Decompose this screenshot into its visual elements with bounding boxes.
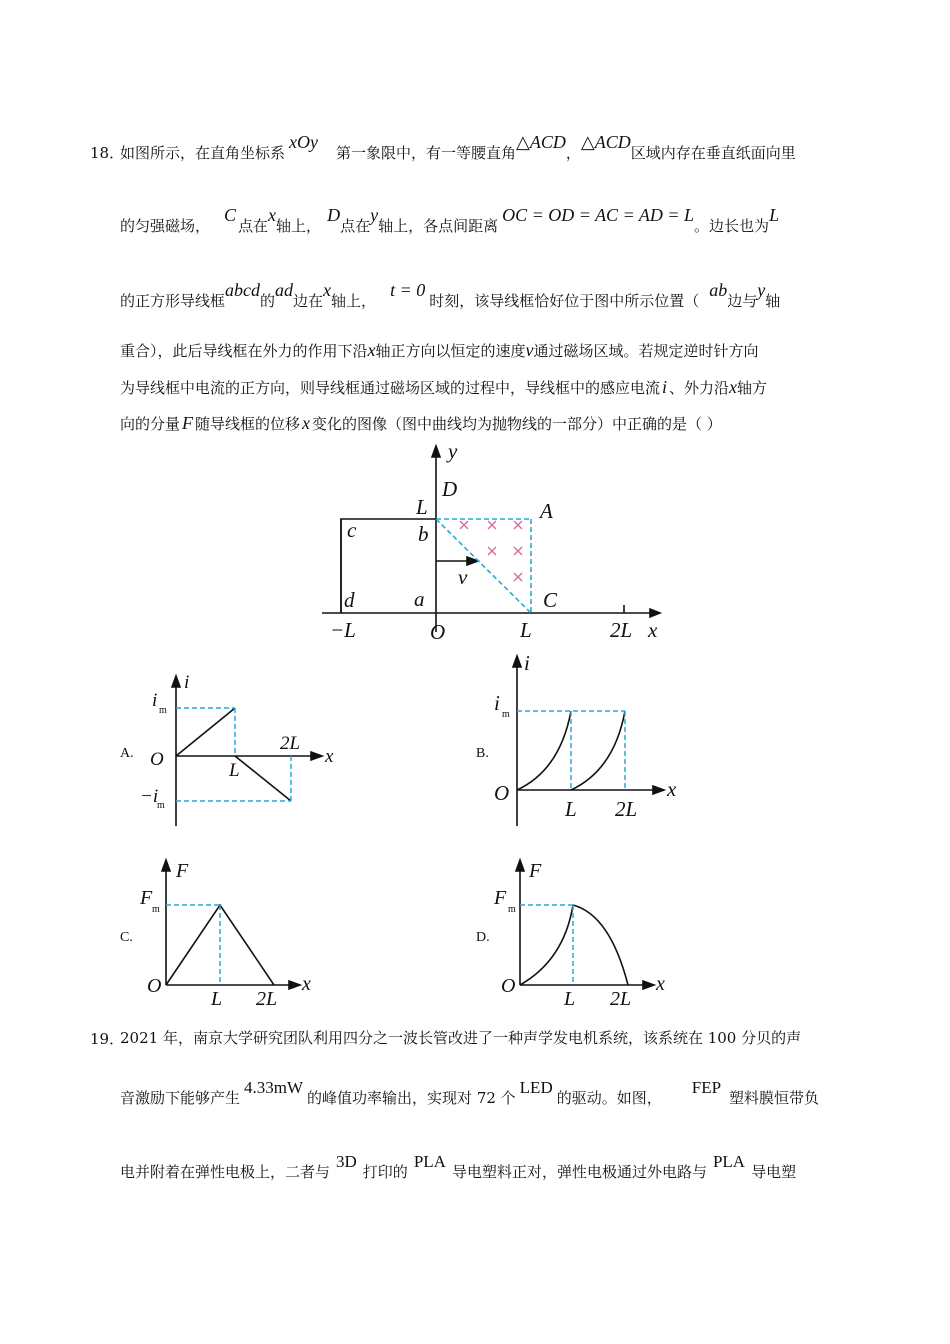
option-A-label[interactable]: A. xyxy=(120,746,134,761)
q18-line-6: 向的分量 F 随导线框的位移 x 变化的图像（图中曲线均为抛物线的一部分）中正确的是（ ） xyxy=(120,413,722,433)
svg-text:x: x xyxy=(656,973,665,995)
svg-text:m: m xyxy=(502,709,510,720)
option-B-label[interactable]: B. xyxy=(476,746,489,761)
label-L: L xyxy=(520,618,532,642)
label-neg-L: −L xyxy=(330,618,356,642)
label-v: v xyxy=(458,565,468,589)
svg-text:m: m xyxy=(159,705,167,716)
y-axis-arrow xyxy=(432,446,440,457)
q18-line-4: 重合），此后导线框在外力的作用下沿x轴正方向以恒定的速度v通过磁场区域。若规定逆时针方向 xyxy=(120,340,759,360)
x-axis-arrow xyxy=(650,609,660,617)
svg-text:2L: 2L xyxy=(280,733,301,754)
label-c: c xyxy=(347,518,357,542)
svg-text:2L: 2L xyxy=(615,797,638,821)
q19-line-3: 电并附着在弹性电极上，二者与3D打印的PLA导电塑料正对，弹性电极通过外电路与PLA导电塑 xyxy=(120,1152,797,1181)
option-C-label[interactable]: C. xyxy=(120,930,133,945)
option-D-graph xyxy=(493,860,665,1010)
label-O: O xyxy=(430,620,446,644)
svg-text:O: O xyxy=(501,975,516,997)
label-A: A xyxy=(540,499,553,523)
label-C: C xyxy=(543,588,558,612)
svg-text:x: x xyxy=(667,777,677,801)
svg-text:O: O xyxy=(150,749,164,770)
label-D: D xyxy=(442,477,458,501)
svg-text:F: F xyxy=(176,860,189,882)
svg-text:O: O xyxy=(147,975,162,997)
option-C-graph xyxy=(139,860,311,1010)
svg-text:F: F xyxy=(140,887,153,909)
label-2L: 2L xyxy=(610,618,633,642)
label-a: a xyxy=(414,587,425,611)
label-y: y xyxy=(448,439,458,463)
svg-text:x: x xyxy=(302,973,311,995)
q18-line-3: 的正方形导线框abcd的ad边在x轴上，t = 0时刻，该导线框恰好位于图中所示位置（ab边与y轴 xyxy=(120,280,781,310)
option-D-label[interactable]: D. xyxy=(476,930,490,945)
label-b: b xyxy=(418,522,429,546)
svg-text:2L: 2L xyxy=(256,988,278,1010)
svg-text:F: F xyxy=(529,860,542,882)
svg-text:i: i xyxy=(494,691,500,715)
option-B-graph xyxy=(494,651,677,826)
svg-text:m: m xyxy=(508,904,516,915)
q18-line-5: 为导线框中电流的正方向，则导线框通过磁场区域的过程中，导线框中的感应电流 i 、外力沿x轴方 xyxy=(120,377,768,397)
svg-text:i: i xyxy=(184,672,190,693)
label-d: d xyxy=(344,588,355,612)
q18-line-1: 如图所示，在直角坐标系xOy第一象限中，有一等腰直角△ACD，△ACD区域内存在垂直纸面向里 xyxy=(120,132,796,162)
q19-line-1: 2021 年，南京大学研究团队利用四分之一波长管改进了一种声学发电机系统，该系统在 100 分贝的声 xyxy=(120,1029,802,1047)
q19-line-2: 音激励下能够产生4.33mW的峰值功率输出，实现对 72 个LED的驱动。如图，FEP塑料膜恒带负 xyxy=(120,1078,820,1107)
svg-text:L: L xyxy=(229,760,240,781)
question-number-19: 19． xyxy=(90,1030,125,1048)
svg-text:m: m xyxy=(157,800,165,811)
svg-text:F: F xyxy=(494,887,507,909)
svg-text:x: x xyxy=(325,746,334,767)
svg-text:2L: 2L xyxy=(610,988,632,1010)
svg-text:i: i xyxy=(524,651,530,675)
svg-text:L: L xyxy=(564,988,576,1010)
svg-text:m: m xyxy=(152,904,160,915)
svg-text:i: i xyxy=(152,690,158,711)
q18-line-2: 的匀强磁场，C点在x轴上，D点在y轴上，各点间距离OC = OD = AC = AD = L。边长也为L xyxy=(120,205,780,235)
magnetic-field-triangle xyxy=(436,519,531,613)
svg-text:L: L xyxy=(211,988,223,1010)
svg-text:−i: −i xyxy=(140,786,159,807)
question-number-18: 18． xyxy=(90,144,125,162)
field-crosses xyxy=(460,521,522,581)
label-L-top: L xyxy=(416,495,428,519)
option-A-graph xyxy=(140,672,334,826)
svg-text:L: L xyxy=(565,797,577,821)
label-x: x xyxy=(648,618,658,642)
svg-text:O: O xyxy=(494,781,510,805)
